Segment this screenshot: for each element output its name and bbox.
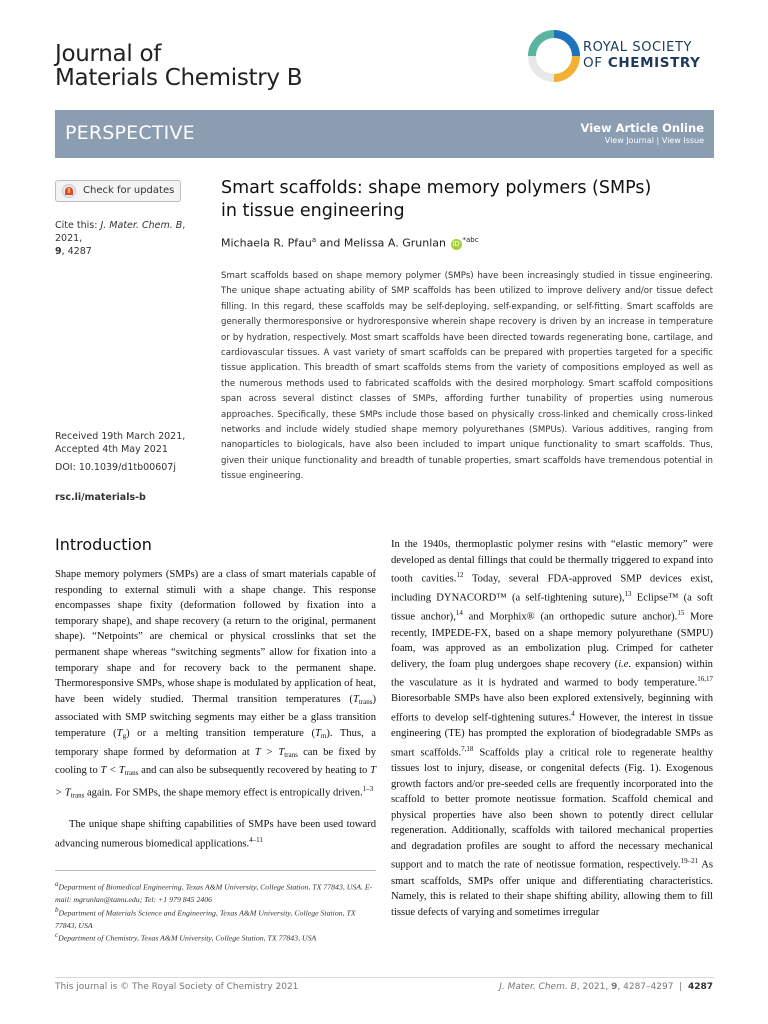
footer-divider <box>55 977 714 978</box>
body-paragraph: In the 1940s, thermoplastic polymer resins with “elastic memory” were developed as dental fillings that could be thermally triggered to expand into tooth cavities.$^{12}$ Today, several FDA-approved SMP devices exist, including DYNACORD™ (a self-tightening suture),$^{13}$ Eclipse™ (a soft tissue anchor),$^{14}$ and Morphix® (an orthopedic suture anchor).$^{15}$ More recently, IMPEDE-FX, based on a shape memory polyurethane (SMPU) foam, was approved as an embolization plug. Crimped for catheter delivery, the foam plug undergoes shape recovery (i.e. expansion) within the vasculature as it is hydrated and warmed to body temperature.$^{16,17}$ Bioresorbable SMPs have also been explored extensively, beginning with efforts to develop self-tightening sutures.$^4$ However, the interest in tissue engineering (TE) has prompted the exploration of biodegradable SMPs as smart scaffolds.$^{7,18}$ Scaffolds play a critical role to regenerate healthy tissues lost to injury, disease, or congenital defects (Fig. 1). Exogenous growth factors and/or pre-seeded cells are frequently incorporated into the scaffold to better promote neotissue formation. Scaffold chemical and physical properties have also been shown to potently direct cellular regeneration. Additionally, scaffolds with tailored mechanical properties and degradation profiles are sought to afford the necessary mechanical support and to match the rate of neotissue formation, respectively.$^{19-21}$ As smart scaffolds, SMPs offer unique and differentiating characteristics. Namely, this is related to their shape shifting ability, allowing them to fill tissue defects of varying and sometimes irregular <box>391 539 713 918</box>
publisher-name <box>583 40 701 71</box>
check-for-updates-label: Check for updates <box>83 185 175 196</box>
cite-volume: 9 <box>55 246 62 257</box>
citation-ref[interactable]: 1–3 <box>362 784 374 793</box>
citation-ref[interactable]: 15 <box>677 609 685 618</box>
citation-ref[interactable]: 12 <box>456 571 464 580</box>
footer-year: , 2021, <box>576 982 609 992</box>
view-sublinks <box>581 135 704 146</box>
copyright-notice: This journal is © The Royal Society of Chemistry 2021 <box>55 982 299 992</box>
footer-volume: 9 <box>611 982 618 992</box>
journal-title-line2: Materials Chemistry B <box>55 65 303 91</box>
citation-ref[interactable]: 16,17 <box>697 675 713 684</box>
citation-ref[interactable]: 4 <box>571 710 575 719</box>
abstract: Smart scaffolds based on shape memory polymer (SMPs) have been increasingly studied in tissue engineering. The unique shape actuating ability of SMP scaffolds has been utilized to improve delivery and/or tissue defect filling. In this regard, these scaffolds may be self-deploying, self-expanding, or self-fitting. Smart scaffolds are generally thermoresponsive or hydroresponsive wherein shape recovery is driven by an increase in temperature or by hydration, respectively. Most smart scaffolds have been directed towards regenerating bone, cartilage, and cardiovascular tissues. A vast variety of smart scaffolds can be prepared with properties targeted for a specific tissue application. This breadth of smart scaffolds stems from the variety of compositions employed as well as the numerous methods used to fabricated scaffolds with the desired morphology. Smart scaffold compositions span across several distinct classes of SMPs, affording further tunability of properties using numerous approaches. Specifically, these SMPs include those based on physically cross-linked and chemically cross-linked networks and include widely studied shape memory polyurethanes (SMPUs). Various additives, ranging from nanoparticles to biologicals, have also been included to impart unique functionality to smart scaffolds. Thus, given their unique functionality and breadth of tunable properties, smart scaffolds have tremendous potential in tissue engineering. <box>221 271 713 482</box>
journal-link[interactable]: rsc.li/materials-b <box>55 492 146 503</box>
citation-ref[interactable]: 13 <box>624 590 632 599</box>
footnote-affiliation-c: $^c$Department of Chemistry, Texas A&M University, College Station, TX 77843, USA <box>55 931 317 943</box>
cite-pages: , 4287 <box>61 246 92 257</box>
view-online-links <box>581 121 704 146</box>
publisher-chemistry: CHEMISTRY <box>607 55 701 71</box>
author-1: Michaela R. Pfau <box>221 236 312 250</box>
journal-title <box>55 42 302 90</box>
cite-prefix: Cite this: <box>55 220 98 231</box>
section-heading-introduction: Introduction <box>55 535 152 554</box>
crossmark-icon <box>62 184 76 198</box>
citation-ref[interactable]: 14 <box>455 609 463 618</box>
body-paragraph: Shape memory polymers (SMPs) are a class of smart materials capable of responding to external stimuli with a shape change. This response encompasses shape fixity (deformation followed by fixation into a temporary shape), and shape recovery (a return to the original, permanent shape). “Netpoints” are chemical or physical crosslinks that set the permanent shape whereas “switching segments” allow for fixation into a temporary shape and for recovery back to the permanent shape. Thermoresponsive SMPs, whose shape is modulated by application of heat, have been widely studied. Thermal transition temperatures $(T_{trans})$ associated with SMP switching segments may either be a glass transition temperature $(T_g)$ or a melting transition temperature $(T_m)$. Thus, a temporary shape formed by deformation at $T > T_{trans}$ can be fixed by cooling to $T < T_{trans}$ and can also be subsequently recovered by heating to $T > T_{trans}$ again. For SMPs, the shape memory effect is entropically driven.$^{1-3}$ <box>55 569 376 800</box>
article-title-line2: in tissue engineering <box>221 201 405 221</box>
citation-ref[interactable]: 4–11 <box>249 835 263 844</box>
publisher-line2 <box>583 55 701 71</box>
article-title-line1: Smart scaffolds: shape memory polymers (SMPs) <box>221 178 652 198</box>
cite-journal: J. Mater. Chem. B <box>100 220 183 231</box>
footer-citation <box>499 982 713 992</box>
doi[interactable]: DOI: 10.1039/d1tb00607j <box>55 462 176 473</box>
footer-journal: J. Mater. Chem. B <box>499 982 577 992</box>
received-dates <box>55 430 215 456</box>
view-journal-link[interactable]: View Journal <box>604 136 654 145</box>
citation-ref[interactable]: 19–21 <box>680 857 699 866</box>
author-2: Melissa A. Grunlan <box>343 236 446 250</box>
author-conjunction: and <box>316 236 344 250</box>
cite-this <box>55 219 215 258</box>
publisher-line1: ROYAL SOCIETY <box>583 40 693 55</box>
author-2-affiliation: *abc <box>462 236 479 244</box>
body-paragraph: The unique shape shifting capabilities of SMPs have been used toward advancing numerous biomedical applications.$^{4-11}$ <box>55 819 376 850</box>
view-article-online-link[interactable]: View Article Online <box>580 121 704 135</box>
cite-year: , 2021, <box>55 220 186 244</box>
page-number: 4287 <box>687 982 713 992</box>
footnote-affiliation-a: $^a$Department of Biomedical Engineering, Texas A&M University, College Station, TX 77843, USA. E-mail: mgrunlan@tamu.edu; Tel: +1 979 845 2406 <box>55 880 373 904</box>
article-type-label: PERSPECTIVE <box>65 122 195 144</box>
accepted-date: Accepted 4th May 2021 <box>55 444 168 455</box>
journal-title-line1: Journal of <box>55 41 162 67</box>
author-1-affiliation: a <box>311 236 317 244</box>
footer-pages: , 4287–4297 <box>617 982 674 992</box>
check-for-updates-button[interactable] <box>55 180 181 202</box>
publisher-of: OF <box>583 55 603 71</box>
link-separator: | <box>656 136 660 145</box>
article-type-banner <box>55 110 714 158</box>
author-list <box>221 236 479 250</box>
citation-ref[interactable]: 7,18 <box>461 744 474 753</box>
orcid-icon[interactable]: iD <box>452 239 460 248</box>
footnote-affiliation-b: $^b$Department of Materials Science and Engineering, Texas A&M University, College Station, TX 77843, USA <box>55 906 356 930</box>
view-issue-link[interactable]: View Issue <box>661 136 704 145</box>
footnote-divider <box>55 870 376 871</box>
received-date: Received 19th March 2021, <box>55 431 186 442</box>
footer-separator: | <box>679 982 683 992</box>
article-title <box>221 177 701 223</box>
